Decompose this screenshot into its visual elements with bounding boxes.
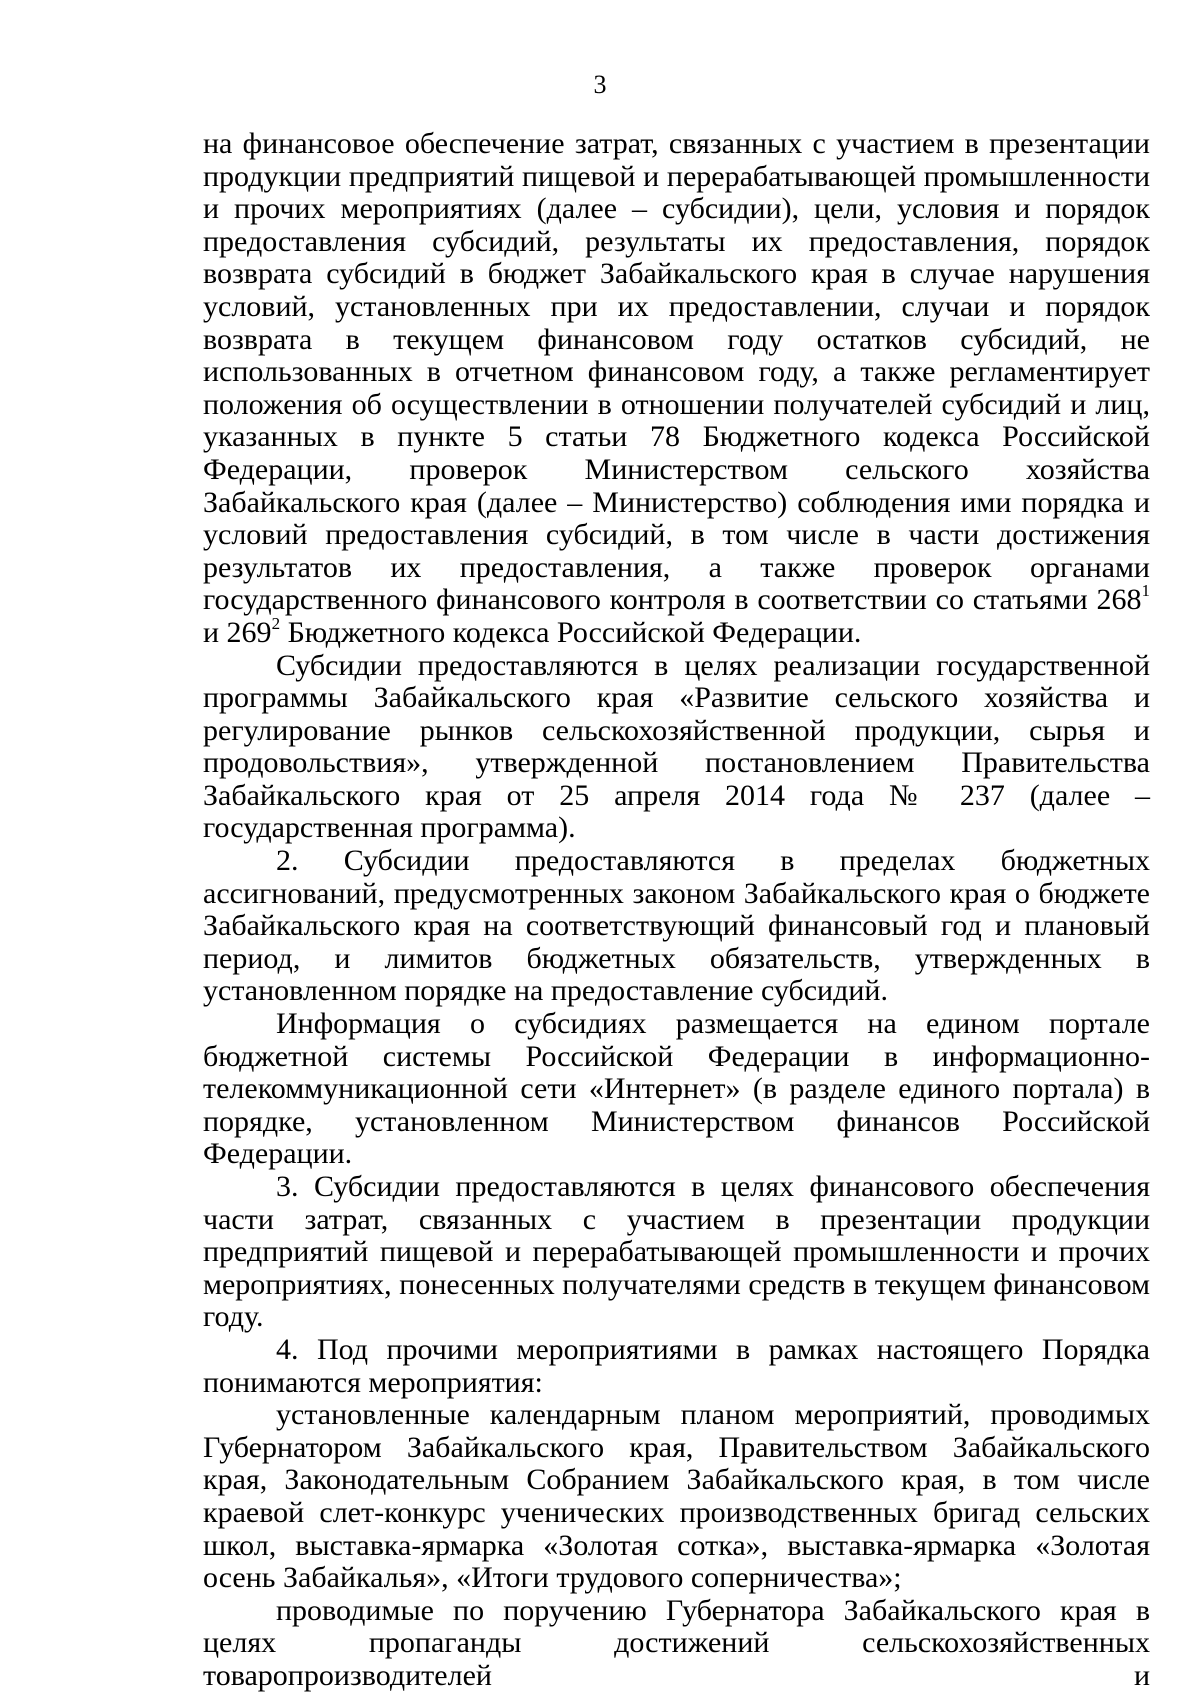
paragraph-calendar-events: установленные календарным планом мероприятий, проводимых Губернатором Забайкальского края, Правительством Забайкальского края, Законодательным Собранием Забайкальского края, в том числе краевой слет-конкурс ученических производственных бригад сельских школ, выставка-ярмарка «Золотая сотка», выставка-ярмарка «Золотая осень Забайкалья», «Итоги трудового соперничества»; — [203, 1398, 1150, 1595]
paragraph-text: на финансовое обеспечение затрат, связанных с участием в презентации продукции предприятий пищевой и перерабатывающей промышленности и прочих мероприятиях (далее – субсидии), цели, условия и порядок предоставления субсидий, результаты их предоставления, порядок возврата субсидий в бюджет Забайкальского края в случае нарушения условий, установленных при их предоставлении, случаи и порядок возврата в текущем финансовом году остатков субсидий, не использованных в отчетном финансовом году, а также регламентирует положения об осуществлении в отношении получателей субсидий и лиц, указанных в пункте 5 статьи 78 Бюджетного кодекса Российской Федерации, проверок Министерством сельского хозяйства Забайкальского края (далее – Министерство) соблюдения ими порядка и условий предоставления субсидий, в том числе в части достижения результатов их предоставления, а также проверок органами государственного финансового контроля в соответствии со статьями 268 — [203, 127, 1150, 617]
paragraph-item-2: 2. Субсидии предоставляются в пределах бюджетных ассигнований, предусмотренных законом Забайкальского края о бюджете Забайкальского края на соответствующий финансовый год и плановый период, и лимитов бюджетных обязательств, утвержденных в установленном порядке на предоставление субсидий. — [203, 844, 1150, 1008]
document-body — [203, 128, 1150, 1693]
page-number: 3 — [593, 70, 607, 99]
paragraph-information: Информация о субсидиях размещается на едином портале бюджетной системы Российской Федерации в информационно-телекоммуникационной сети «Интернет» (в разделе единого портала) в порядке, установленном Министерством финансов Российской Федерации. — [203, 1007, 1150, 1171]
superscript: 1 — [1141, 581, 1150, 601]
paragraph-item-4: 4. Под прочими мероприятиями в рамках настоящего Порядка понимаются мероприятия: — [203, 1332, 1150, 1399]
paragraph-purpose — [203, 128, 1150, 650]
paragraph-program: Субсидии предоставляются в целях реализации государственной программы Забайкальского края «Развитие сельского хозяйства и регулирование рынков сельскохозяйственной продукции, сырья и продовольствия», утвержденной постановлением Правительства Забайкальского края от 25 апреля 2014 года № 237 (далее – государственная программа). — [203, 648, 1150, 845]
paragraph-text: Бюджетного кодекса Российской Федерации. — [280, 615, 862, 649]
paragraph-item-3: 3. Субсидии предоставляются в целях финансового обеспечения части затрат, связанных с участием в презентации продукции предприятий пищевой и перерабатывающей промышленности и прочих мероприятиях, понесенных получателями средств в текущем финансовом году. — [203, 1170, 1150, 1334]
paragraph-text: и 269 — [203, 615, 272, 649]
superscript: 2 — [271, 613, 281, 633]
paragraph-governor-events: проводимые по поручению Губернатора Забайкальского края в целях пропаганды достижений сельскохозяйственных товаропроизводителей и — [203, 1593, 1150, 1692]
